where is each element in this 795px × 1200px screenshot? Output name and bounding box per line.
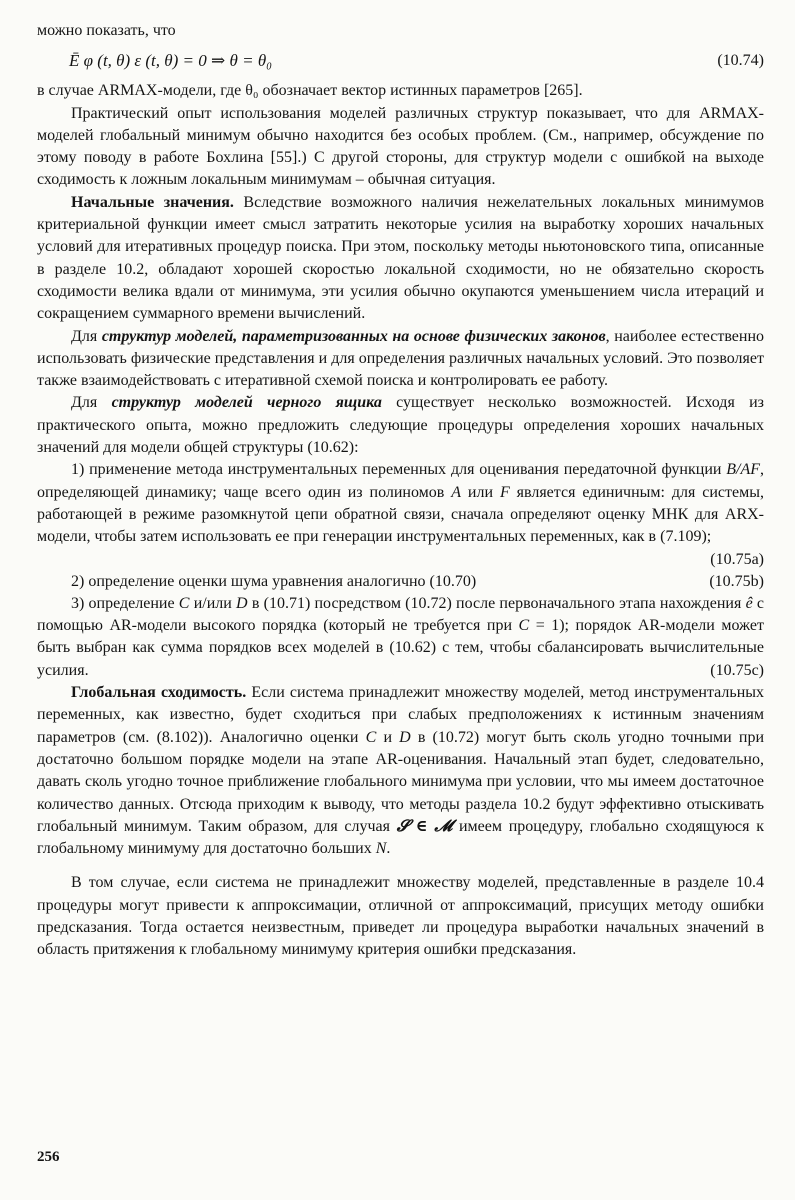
- equation-number: (10.74): [717, 52, 764, 70]
- equation-number-10-75a: (10.75a): [710, 550, 764, 568]
- page-number: 256: [37, 1149, 60, 1165]
- paragraph-physical-models: Для структур моделей, параметризованных на основе физических законов, наиболее естественно использовать физические представления и для определения различных начальных условий. Это позволяет также взаимодействовать с итеративной схемой поиска и контролировать ее работу.: [37, 327, 765, 390]
- paragraph-not-in-model-set: В том случае, если система не принадлежит множеству моделей, представленные в разделе 10.4 процедуры могут привести к аппроксимации, отличной от аппроксимаций, присущих методу ошибки предсказания. Тогда остается неизвестным, приведет ли процедура выработки начальных значений в область притяжения к глобальному минимуму критерия ошибки предсказания.: [37, 874, 764, 959]
- list-item-2: 2) определение оценки шума уравнения аналогично (10.70) (10.75b): [71, 572, 764, 590]
- paragraph-armax: в случае ARMAX-модели, где θ₀ обозначает вектор истинных параметров [265].: [37, 82, 583, 100]
- equation-number-10-75c: (10.75c): [710, 661, 764, 679]
- page-body: [37, 20, 764, 962]
- paragraph-black-box: Для структур моделей черного ящика существует несколько возможностей. Исходя из практического опыта, можно предложить следующие процедуры определения хороших начальных значений для модели общей структуры (10.62):: [37, 394, 764, 457]
- list-item-3: 3) определение C и/или D в (10.71) посредством (10.72) после первоначального этапа нахождения ê с помощью AR-модели высокого порядка (который не требуется при C = 1); порядок AR-модели может быть выбран как сумма порядков всех моделей в (10.62) с тем, чтобы сбалансировать вычислительные усилия. (10.75c): [37, 593, 764, 682]
- paragraph-practical-experience: Практический опыт использования моделей различных структур показывает, что для ARMAX-моделей глобальный минимум обычно находится без особых проблем. (См., например, обсуждение по этому поводу в работе Бохлина [55].) С другой стороны, для структур модели с ошибкой на выходе сходимость к ложным локальным минимумам – обычная ситуация.: [37, 104, 764, 189]
- equation-10-74: [37, 42, 764, 80]
- equation-formula: Ē φ (t, θ) ε (t, θ) = 0 ⇒ θ = θ₀: [69, 51, 273, 71]
- list-item-1: 1) применение метода инструментальных переменных для оценивания передаточной функции B/AF, определяющей динамику; чаще всего один из полиномов A или F является единичным: для системы, работающей в режиме разомкнутой цепи обратной связи, сначала определяют оценку МНК для ARX-модели, чтобы затем использовать ее при генерации инструментальных переменных, как в (7.109);: [37, 461, 765, 546]
- paragraph-global-convergence: Глобальная сходимость. Если система принадлежит множеству моделей, метод инструментальных переменных, как известно, будет сходиться при слабых предположениях к истинным значениям параметров (см. (8.102)). Аналогично оценки C и D в (10.72) могут быть сколь угодно точными при достаточно большом порядке модели на этапе AR-оценивания. Начальный этап будет, следовательно, давать сколь угодно точное приближение глобального минимума при условии, что мы имеем достаточное количество данных. Отсюда приходим к выводу, что методы раздела 10.2 будут эффективно отыскивать глобальный минимум. Таким образом, для случая 𝓢 ∈ 𝓜 имеем процедуру, глобально сходящуюся к глобальному минимуму для достаточно больших N.: [37, 684, 765, 858]
- intro-line: можно показать, что: [37, 22, 176, 39]
- heading-initial-values: Начальные значения.: [71, 193, 234, 211]
- heading-global-convergence: Глобальная сходимость.: [71, 684, 247, 702]
- paragraph-initial-values: Начальные значения. Вследствие возможного наличия нежелательных локальных минимумов критериальной функции имеет смысл затратить некоторые усилия на выработку хороших начальных условий для итеративных процедур поиска. При этом, поскольку методы ньютоновского типа, описанные в разделе 10.2, обладают хорошей скоростью локальной сходимости, но не обязательно скорость сходимости велика вдали от минимума, эти усилия обычно окупаются уменьшением числа итераций и сокращением суммарного времени вычислений.: [37, 193, 764, 323]
